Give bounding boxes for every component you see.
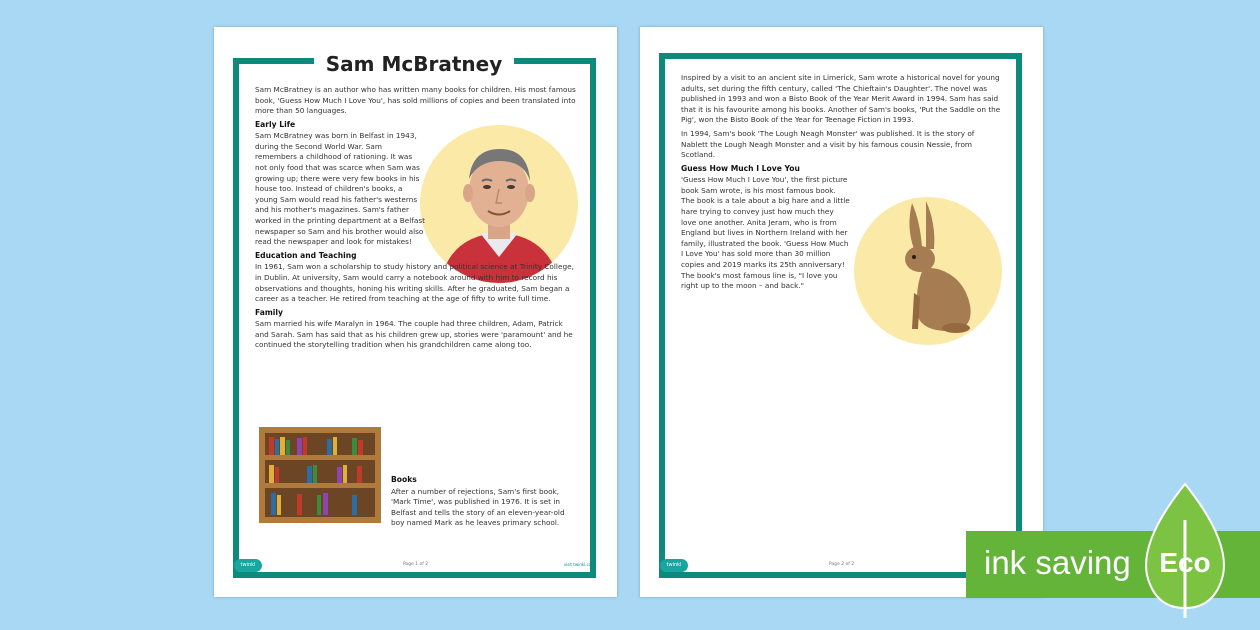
page-2 bbox=[640, 27, 1043, 597]
section-text: In 1961, Sam won a scholarship to study history and political science at Trinity College, in Dublin. At university, Sam would carry a notebook around with him to record his observations and thoughts, honing his writing skills. After he graduated, Sam began a career as a teacher. He retired from teaching at the age of fifty to write full time. bbox=[255, 262, 574, 304]
page1-text bbox=[255, 85, 578, 354]
page2-text bbox=[681, 73, 1003, 295]
page-footer bbox=[234, 557, 597, 575]
eco-badge-text: Eco bbox=[1159, 547, 1211, 578]
twinkl-logo: twinkl bbox=[660, 559, 688, 572]
section-heading: Guess How Much I Love You bbox=[681, 163, 800, 173]
section-text: Sam married his wife Maralyn in 1964. The couple had three children, Adam, Patrick and Sarah. Sam has said that as his children grew up, stories were 'paramount' and he continued the storytelling tradition when his grandchildren came along too. bbox=[255, 319, 573, 350]
paragraph: Inspired by a visit to an ancient site in Limerick, Sam wrote a historical novel for young adults, set during the fifth century, called 'The Chieftain's Daughter'. The novel was published in 1993 and won a Bisto Book of the Year Merit Award in 1994. Sam has said that it is his favourite among his books. Another of Sam's books, 'Put the Saddle on the Pig', won the Bisto Book of the Year for Teenage Fiction in 1993. bbox=[681, 73, 1001, 125]
twinkl-logo: twinkl bbox=[234, 559, 262, 572]
intro-paragraph: Sam McBratney is an author who has written many books for children. His most famous book, 'Guess How Much I Love You', has sold millions of copies and been translated into more than 50 languages. bbox=[255, 85, 576, 116]
page-number: Page 2 of 2 bbox=[828, 562, 855, 567]
ink-saving-label: ink saving bbox=[984, 544, 1131, 581]
section-heading: Books bbox=[391, 475, 417, 484]
section-heading: Education and Teaching bbox=[255, 250, 357, 260]
page-1 bbox=[214, 27, 617, 597]
eco-leaf-icon bbox=[1135, 480, 1235, 620]
page-title: Sam McBratney bbox=[314, 47, 514, 81]
footer-url: visit twinkl.com bbox=[563, 562, 595, 567]
page-number: Page 1 of 2 bbox=[402, 562, 429, 567]
section-heading: Family bbox=[255, 307, 283, 317]
paragraph: 'Guess How Much I Love You', the first picture book Sam wrote, is his most famous book. The book is a tale about a big hare and a little hare trying to convey just how much they love one another. Anita Jeram, who is from England but lives in Northern Ireland with her family, illustrated the book. 'Guess How Much I Love You' has sold more than 30 million copies and 2019 marks its 25th anniversary! The book's most famous line is, "I love you right up to the moon – and back." bbox=[681, 175, 850, 291]
section-text: Sam McBratney was born in Belfast in 1943, during the Second World War. Sam remembers a childhood of rationing. It was not only food that was scarce when Sam was growing up; there were very few books in his house too. Instead of children's books, a young Sam would read his father's westerns and his mother's magazines. Sam's father worked in the printing department at a Belfast newspaper so Sam and his brother would also read the newspaper and look for mistakes! bbox=[255, 131, 426, 247]
paragraph: In 1994, Sam's book 'The Lough Neagh Monster' was published. It is the story of Nablett the Lough Neagh Monster and a visit by his famous cousin Nessie, from Scotland. bbox=[681, 128, 975, 160]
books-section bbox=[391, 472, 578, 532]
section-text: After a number of rejections, Sam's first book, 'Mark Time', was published in 1976. It is set in Belfast and tells the story of an eleven-year-old boy named Mark as he leaves primary school. bbox=[391, 486, 565, 528]
bookshelf-illustration bbox=[257, 425, 383, 525]
section-heading: Early Life bbox=[255, 119, 296, 129]
